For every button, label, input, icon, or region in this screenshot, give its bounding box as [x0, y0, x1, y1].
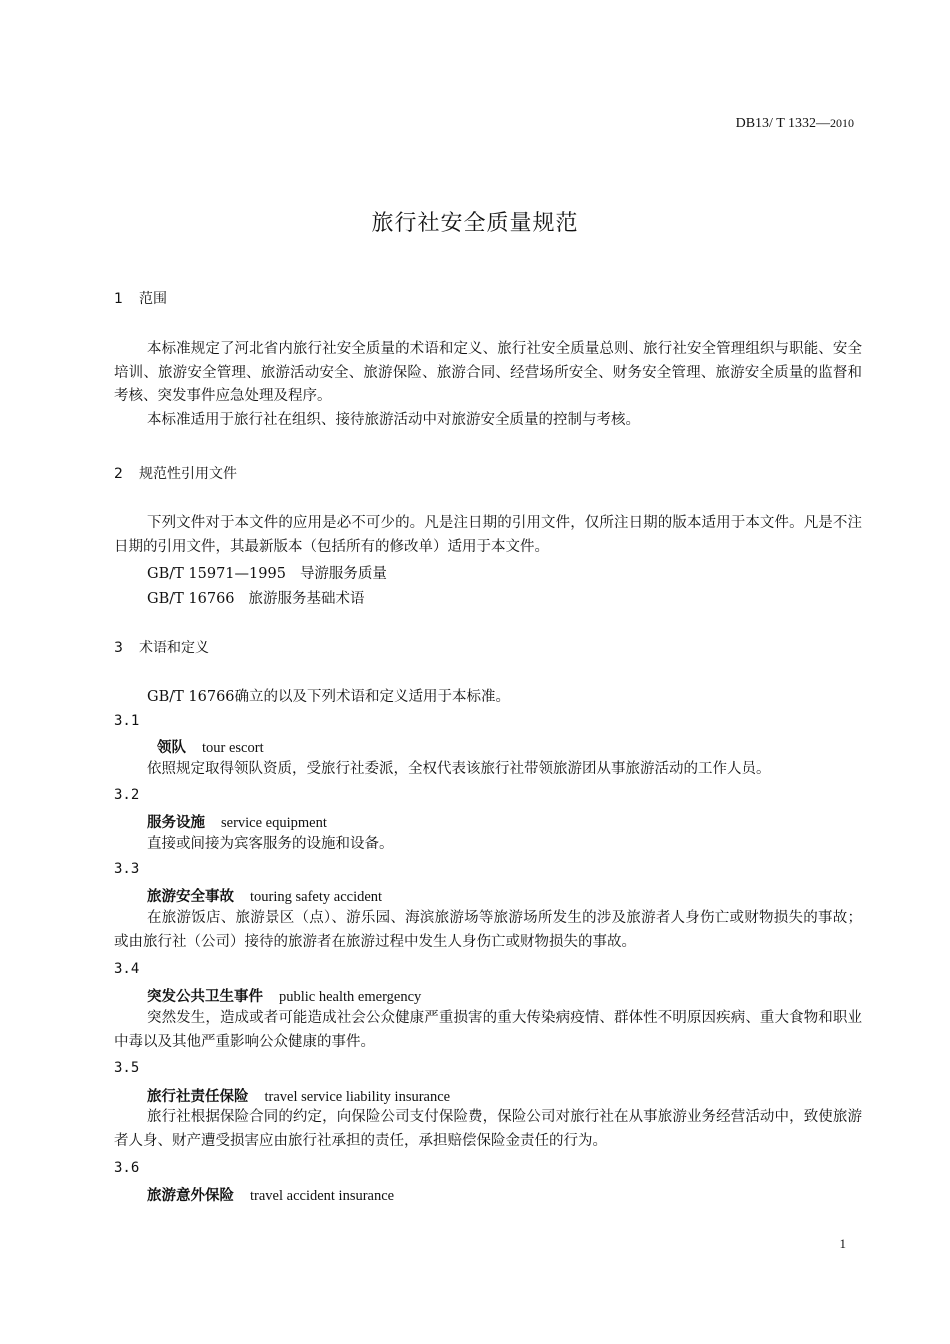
section-3-paragraph: GB/T 16766确立的以及下列术语和定义适用于本标准。 [147, 689, 511, 705]
section-1-paragraph: 本标准适用于旅行社在组织、接待旅游活动中对旅游安全质量的控制与考核。 [147, 412, 640, 428]
term-definition: 突然发生，造成或者可能造成社会公众健康严重损害的重大传染病疫情、群体性不明原因疾病、重大食物和职业中毒以及其他严重影响公众健康的事件。 [114, 1010, 862, 1050]
section-3-heading: 3 术语和定义 [114, 640, 209, 656]
term-heading: 突发公共卫生事件 public health emergency [147, 989, 422, 1005]
term-heading: 旅游安全事故 touring safety accident [147, 889, 383, 905]
section-2-heading: 2 规范性引用文件 [114, 466, 237, 482]
term-number: 3.1 [114, 713, 140, 729]
document-title: 旅行社安全质量规范 [371, 211, 579, 236]
normative-reference: GB/T 15971—1995 导游服务质量 [147, 566, 387, 582]
term-number: 3.6 [114, 1160, 140, 1176]
term-heading: 服务设施 service equipment [147, 815, 327, 831]
page-number: 1 [839, 1236, 846, 1251]
term-definition: 依照规定取得领队资质，受旅行社委派，全权代表该旅行社带领旅游团从事旅游活动的工作人员。 [147, 761, 771, 777]
standard-number: DB13/ T 1332—2010 [735, 116, 854, 131]
section-2-paragraph: 下列文件对于本文件的应用是必不可少的。凡是注日期的引用文件，仅所注日期的版本适用于本文件。凡是不注日期的引用文件，其最新版本（包括所有的修改单）适用于本文件。 [114, 515, 862, 555]
term-heading: 旅游意外保险 travel accident insurance [147, 1188, 395, 1204]
standard-year: 2010 [830, 116, 854, 130]
term-number: 3.3 [114, 861, 140, 877]
term-definition: 在旅游饭店、旅游景区（点）、游乐园、海滨旅游场等旅游场所发生的涉及旅游者人身伤亡或财物损失的事故；或由旅行社（公司）接待的旅游者在旅游过程中发生人身伤亡或财物损失的事故。 [114, 910, 862, 950]
section-1-heading: 1 范围 [114, 291, 167, 307]
normative-reference: GB/T 16766 旅游服务基础术语 [147, 591, 365, 607]
section-1-paragraph: 本标准规定了河北省内旅行社安全质量的术语和定义、旅行社安全质量总则、旅行社安全管理组织与职能、安全培训、旅游安全管理、旅游活动安全、旅游保险、旅游合同、经营场所安全、财务安全管理、旅游安全质量的监督和考核、突发事件应急处理及程序。 [114, 341, 862, 404]
term-definition: 旅行社根据保险合同的约定，向保险公司支付保险费，保险公司对旅行社在从事旅游业务经营活动中，致使旅游者人身、财产遭受损害应由旅行社承担的责任，承担赔偿保险金责任的行为。 [114, 1109, 862, 1149]
term-number: 3.4 [114, 961, 140, 977]
term-number: 3.2 [114, 787, 140, 803]
term-heading: 旅行社责任保险 travel service liability insurance [147, 1089, 451, 1105]
term-definition: 直接或间接为宾客服务的设施和设备。 [147, 836, 394, 852]
term-heading: 领队 tour escort [157, 740, 264, 756]
term-number: 3.5 [114, 1060, 140, 1076]
